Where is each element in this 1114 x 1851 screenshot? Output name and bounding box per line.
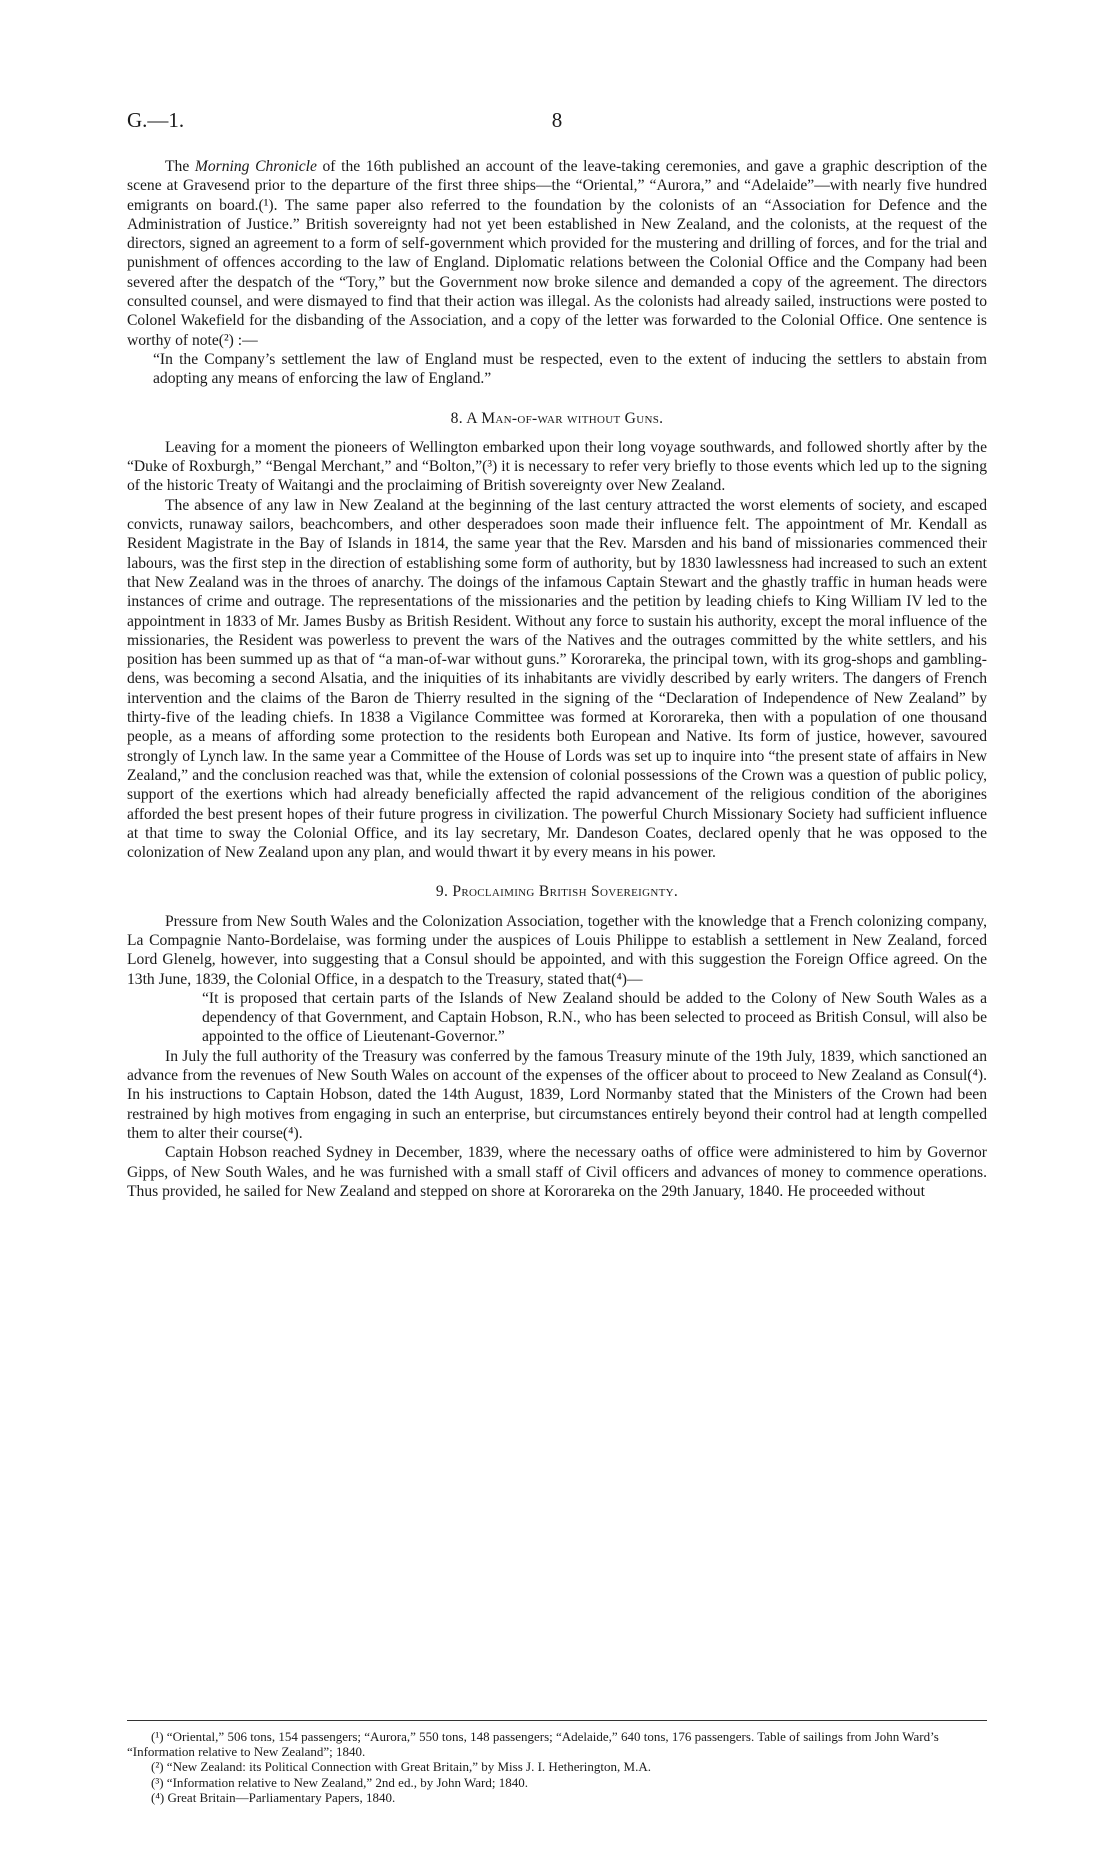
page-header: [127, 108, 987, 138]
quotation: “It is proposed that certain parts of the Islands of New Zealand should be added to the Colony of New South Wales as a dependency of that Government, and Captain Hobson, R.N., who has been selected to proceed as British Consul, will also be appointed to the office of Lieutenant-Governor.”: [202, 989, 987, 1046]
paragraph: Pressure from New South Wales and the Colonization Association, together with the knowledge that a French colonizing company, La Compagnie Nanto-Bordelaise, was forming under the auspices of Louis Philippe to establish a settlement in New Zealand, forced Lord Glenelg, however, into suggesting that a Consul should be appointed, and with this suggestion the Foreign Office agreed. On the 13th June, 1839, the Colonial Office, in a despatch to the Treasury, stated that(⁴)—: [127, 912, 987, 988]
document-code: G.—1.: [127, 108, 185, 132]
footnote: (²) “New Zealand: its Political Connection with Great Britain,” by Miss J. I. Hetherington, M.A.: [151, 1759, 651, 1775]
footnote: (¹) “Oriental,” 506 tons, 154 passengers; “Aurora,” 550 tons, 148 passengers; “Adelaide,” 640 tons, 176 passengers. Table of sailings from John Ward’s “Information relative to New Zealand”; 1840.: [127, 1729, 939, 1760]
paragraph: In July the full authority of the Treasury was conferred by the famous Treasury minute of the 19th July, 1839, which sanctioned an advance from the revenues of New South Wales on account of the expenses of the officer about to proceed to New Zealand as Consul(⁴). In his instructions to Captain Hobson, dated the 14th August, 1839, Lord Normanby stated that the Ministers of the Crown had been restrained by high motives from engaging in such an enterprise, but circumstances entirely beyond their control had at length compelled them to alter their course(⁴).: [127, 1047, 987, 1142]
newspaper-title: Morning Chronicle: [194, 158, 317, 175]
footnotes: [127, 1720, 987, 1805]
paragraph: Leaving for a moment the pioneers of Wellington embarked upon their long voyage southwards, and followed shortly after by the “Duke of Roxburgh,” “Bengal Merchant,” and “Bolton,”(³) it is necessary to refer very briefly to those events which led up to the signing of the historic Treaty of Waitangi and the proclaiming of British sovereignty over New Zealand.: [127, 438, 987, 495]
footnote: (³) “Information relative to New Zealand,” 2nd ed., by John Ward; 1840.: [151, 1774, 528, 1790]
quotation: “In the Company’s settlement the law of England must be respected, even to the extent of inducing the settlers to abstain from adopting any means of enforcing the law of England.”: [153, 350, 987, 388]
paragraph: Captain Hobson reached Sydney in December, 1839, where the necessary oaths of office were administered to him by Governor Gipps, of New South Wales, and he was furnished with a small staff of Civil officers and advances of money to commence operations. Thus provided, he sailed for New Zealand and stepped on shore at Kororareka on the 29th January, 1840. He proceeded without: [127, 1144, 987, 1200]
paragraph: The absence of any law in New Zealand at the beginning of the last century attracted the worst elements of society, and escaped convicts, runaway sailors, beachcombers, and other desperadoes soon made their influence felt. The appointment of Mr. Kendall as Resident Magistrate in the Bay of Islands in 1814, the same year that the Rev. Marsden and his band of missionaries commenced their labours, was the first step in the direction of establishing some form of authority, but by 1830 lawlessness had increased to such an extent that New Zealand was in the throes of anarchy. The doings of the infamous Captain Stewart and the ghastly traffic in human heads were instances of crime and outrage. The representations of the missionaries and the petition by leading chiefs to King William IV led to the appointment in 1833 of Mr. James Busby as British Resident. Without any force to sustain his authority, except the moral influence of the missionaries, the Resident was powerless to prevent the wars of the Natives and the outrages committed by the white settlers, and his position has been summed up as that of “a man-of-war without guns.” Kororareka, the principal town, with its grog-shops and gambling-dens, was becoming a second Alsatia, and the iniquities of its inhabitants are vividly described by early writers. The dangers of French intervention and the claims of the Baron de Thierry resulted in the signing of the “Declaration of Independence of New Zealand” by thirty-five of the leading chiefs. In 1838 a Vigilance Committee was formed at Kororareka, then with a population of one thousand people, as a means of affording some protection to the residents both European and Native. Its form of justice, however, savoured strongly of Lynch law. In the same year a Committee of the House of Lords was set up to inquire into “the present state of affairs in New Zealand,” and the conclusion reached was that, while the extension of colonial possessions of the Crown was a question of public policy, support of the exertions which had already beneficially affected the rapid advancement of the religious condition of the aborigines afforded the best present hopes of their future progress in civilization. The powerful Church Missionary Society had sufficient influence at that time to sway the Colonial Office, and its lay secretary, Mr. Dandeson Coates, declared openly that he was opposed to the colonization of New Zealand upon any plan, and would thwart it by every means in his power.: [127, 496, 987, 862]
footnote: (⁴) Great Britain—Parliamentary Papers, 1840.: [151, 1789, 396, 1805]
section-heading: 8. A Man-of-war without Guns.: [450, 409, 664, 427]
body-text: [127, 157, 987, 1201]
page-number: 8: [551, 108, 563, 132]
paragraph: The Morning Chronicle of the 16th published an account of the leave-taking ceremonies, and gave a graphic description of the scene at Gravesend prior to the departure of the first three ships—the “Oriental,” “Aurora,” and “Adelaide”—with nearly five hundred emigrants on board.(¹). The same paper also referred to the foundation by the colonists of an “Association for Defence and the Administration of Justice.” British sovereignty had not yet been established in New Zealand, and the colonists, at the request of the directors, signed an agreement to a form of self-government which provided for the mustering and drilling of forces, and for the trial and punishment of offences according to the law of England. Diplomatic relations between the Colonial Office and the Company had been severed after the despatch of the “Tory,” but the Government now broke silence and demanded a copy of the agreement. The directors consulted counsel, and were dismayed to find that their action was illegal. As the colonists had already sailed, instructions were posted to Colonel Wakefield for the disbanding of the Association, and a copy of the letter was forwarded to the Colonial Office. One sentence is worthy of note(²) :—: [127, 158, 988, 349]
section-heading: 9. Proclaiming British Sovereignty.: [435, 883, 679, 901]
